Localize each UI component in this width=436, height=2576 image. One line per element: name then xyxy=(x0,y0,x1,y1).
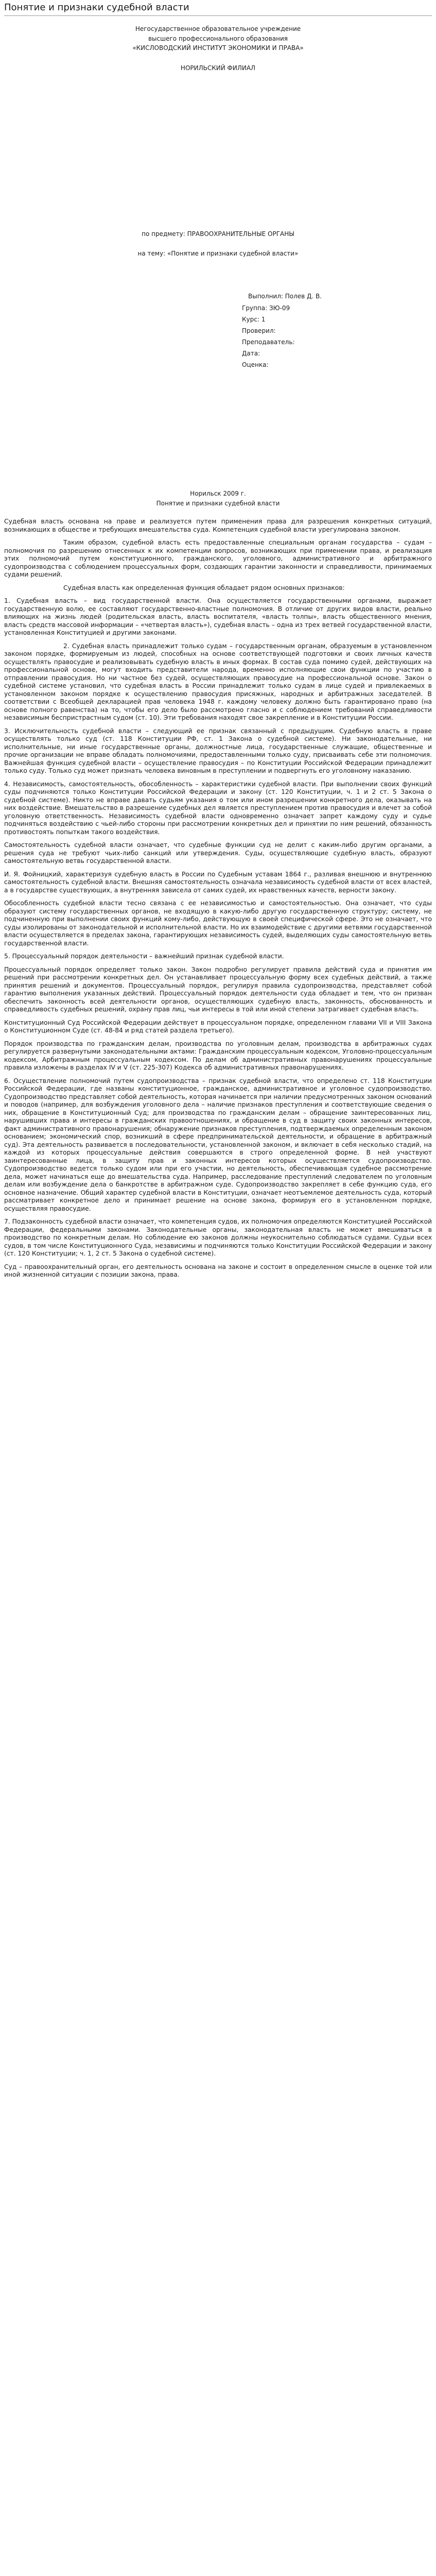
body-paragraph: 6. Осуществление полномочий путем судопроизводства – признак судебной власти, что определено ст. 118 Конституции Российской Федерации, где названы конституционное, гражданское, административное и уголовное судопроизводство. Судопроизводство представляет собой деятельность, которая начинается при наличии предусмотренных законом оснований и поводов (например, для возбуждения уголовного дела – наличие признаков преступления и соответствующие сведения о них, обращение в Конституционный Суд; для производства по гражданским делам – обращение заинтересованных лиц, нарушивших права и интересы в гражданских правоотношениях, и обращение в суд в защиту своих законных интересов, факт административного правонарушения; обнаружение признаков преступления, подтверждаемых определенным законом основанием; экономический спор, возникший в сфере предпринимательской деятельности, и обращение в арбитражный суд). Эта деятельность развивается в последовательности, установленной законом, и включает в себя несколько стадий, на каждой из которых процессуальные действия совершаются в строго определенной форме. В ней участвуют заинтересованные лица, в защиту прав и законных интересов которых осуществляется судопроизводство. Судопроизводство ведется только судом или при его участии, но деятельность, обеспечивающая судебное рассмотрение дела, может начинаться еще до вмешательства суда. Например, расследование преступлений следователем по уголовным делам или возбуждение дела о банкротстве в арбитражном суде. Судопроизводство закрепляет в себе функцию суда, его основное назначение. Общий характер судебной власти в Конституции, означает неотъемлемое деятельность суда, который рассматривает конкретное дело и принимает решение на основе закона, формируя его в установленном порядке, осуществляя правосудие. xyxy=(4,1077,432,1212)
course-field: Курс: 1 xyxy=(242,316,266,323)
body-paragraph: Конституционный Суд Российской Федерации действует в процессуальном порядке, определенном главами VII и VIII Закона о Конституционном Суде (ст. 48-84 и ряд статей раздела третьего). xyxy=(4,1019,432,1034)
title-divider xyxy=(4,15,432,16)
body-paragraph: Суд – правоохранительный орган, его деятельность основана на законе и состоит в определенном смысле в оценке той или иной жизненной ситуации с позиции закона, права. xyxy=(4,1263,432,1278)
body-paragraph: 4. Независимость, самостоятельность, обособленность – характеристики судебной власти. При выполнении своих функций суды подчиняются только Конституции Российской Федерации и закону (ст. 120 Конституции, ч. 1 и 2 ст. 5 Закона о судебной системе). Никто не вправе давать судьям указания о том или ином разрешении конкретного дела, оказывать на них воздействие. Вмешательство в разрешение судебных дел является преступлением против правосудия и влечет за собой уголовную ответственность. Независимость судебной власти одновременно означает запрет каждому суду и судье подчиняться воздействию с чьей-либо стороны при рассмотрении конкретных дел и принятии по ним решений, обязанность противостоять попыткам такого воздействия. xyxy=(4,780,432,836)
body-paragraph: Процессуальный порядок определяет только закон. Закон подробно регулирует правила действий суда и принятия им решений при рассмотрении конкретных дел. Он устанавливает процессуальную форму всех судебных действий, а также принятия решений и документов. Процессуальный порядок, регулируя правила судопроизводства, представляет собой гарантию выполнения указанных действий. Процессуальный порядок деятельности суда обладает и тем, что он призван обеспечить законность всей деятельности органов, осуществляющих судебную власть, законность, обоснованность и справедливость судебных решений, охрану прав лиц, чьи интересы в той или иной степени затрагивает судебная власть. xyxy=(4,965,432,1013)
author-field: Выполнил: Полев Д. В. xyxy=(248,293,322,300)
date-field: Дата: xyxy=(242,350,260,357)
body-paragraph: Самостоятельность судебной власти означает, что судебные функции суд не делит с каким-либо другим органами, а решения суда не требуют чьих-либо санкций или утверждения. Суды, осуществляющие судебную власть, образуют самостоятельную ветвь государственной власти. xyxy=(4,841,432,865)
body-paragraph: Судебная власть как определенная функция обладает рядом основных признаков: xyxy=(63,584,345,591)
institution-line-3: «КИСЛОВОДСКИЙ ИНСТИТУТ ЭКОНОМИКИ И ПРАВА» xyxy=(132,44,304,52)
body-paragraph: Порядок производства по гражданским делам, производства по уголовным делам, производства в арбитражных судах регулируется развернутыми законодательными актами: Гражданским процессуальным кодексом, Уголовно-процессуальным кодексом, Арбитражным процессуальным кодексом. По делам об административных правонарушениях процессуальные правила изложены в разделах IV и V (ст. 225-307) Кодекса об административных правонарушениях. xyxy=(4,1040,432,1071)
grade-field: Оценка: xyxy=(242,361,269,368)
branch-name: НОРИЛЬСКИЙ ФИЛИАЛ xyxy=(180,64,256,72)
city-year: Норильск 2009 г. xyxy=(190,490,246,497)
body-paragraph: 3. Исключительность судебной власти – следующий ее признак связанный с предыдущим. Судебную власть в праве осуществлять только суд (ст. 118 Конституции РФ, ст. 1 Закона о судебной системе). Ни законодательные, ни исполнительные, ни иные государственные органы, должностные лица, государственные служащие, общественные и прочие организации не вправе обладать полномочиями, предоставленными только суду, присваивать себе эти полномочия. Важнейшая функция судебной власти – осуществление правосудия – по Конституции Российской Федерации принадлежит только суду. Только суд может признать человека виновным в преступлении и подвергнуть его уголовному наказанию. xyxy=(4,727,432,774)
document-title: Понятие и признаки судебной власти xyxy=(4,2,189,13)
group-field: Группа: ЗЮ-09 xyxy=(242,304,290,312)
institution-line-2: высшего профессионального образования xyxy=(148,35,288,42)
essay-heading: Понятие и признаки судебной власти xyxy=(156,500,280,507)
body-paragraph: 2. Судебная власть принадлежит только судам – государственным органам, образуемым в установленном законом порядке, формируемым из людей, способных на основе соответствующей подготовки и своих личных качеств осуществлять правосудие и реализовывать судебную власть в иных формах. В состав суда помимо судей, действующих на профессиональной основе, могут входить представители народа, временно исполняющие свои функции по участию в отправлении правосудия. Но ни частное без судей, осуществляющих правосудие на профессиональной основе. Закон о судебной системе установил, что судебная власть в России принадлежит только судам в лице судей и привлекаемых в установленном законом порядке к осуществлению правосудия присяжных, народных и арбитражных заседателей. В соответствии с Всеобщей декларацией прав человека 1948 г. каждому человеку должно быть гарантировано право (на основе полного равенства) на то, чтобы его дело было рассмотрено гласно и с соблюдением требований справедливости независимым беспристрастным судом (ст. 10). Эти требования находят свое закрепление и в Конституции России. xyxy=(4,642,432,721)
checked-by-field: Проверил: xyxy=(242,327,276,334)
document-body xyxy=(4,518,432,1284)
body-paragraph: 5. Процессуальный порядок деятельности – важнейший признак судебной власти. xyxy=(4,953,284,960)
body-paragraph: 1. Судебная власть – вид государственной власти. Она осуществляется государственными органами, выражает государственную волю, ее составляют государственно-властные полномочия. В отличие от других видов власти, реально влияющих на жизнь людей (родительская власть, власть воспитателя, «власть толпы», власть общественного мнения, власть средств массовой информации – «четвертая власть»), судебная власть – одна из трех ветвей государственной власти, установленная Конституцией и другими законами. xyxy=(4,597,432,636)
body-paragraph: Таким образом, судебной власть есть предоставленные специальным органам государства – судам – полномочия по разрешению отнесенных к их компетенции вопросов, возникающих при применении права, и реализация этих полномочий путем конституционного, гражданского, уголовного, административного и арбитражного судопроизводства с соблюдением процессуальных форм, создающих гарантии законности и справедливости, принимаемых судами решений. xyxy=(4,539,432,578)
body-paragraph: 7. Подзаконность судебной власти означает, что компетенция судов, их полномочия определяются Конституцией Российской Федерации, федеральными законами. Законодательные органы, законодательная власть не может вмешиваться в производство по конкретным делам. Но соблюдение ею законов должны неукоснительно соблюдаться судами. Судьи всех судов, в том числе Конституционного Суда, независимы и подчиняются только Конституции Российской Федерации и закону (ст. 120 Конституции; ч. 1, 2 ст. 5 Закона о судебной системе). xyxy=(4,1218,432,1257)
institution-line-1: Негосударственное образовательное учреждение xyxy=(135,25,301,32)
subject-line: по предмету: ПРАВООХРАНИТЕЛЬНЫЕ ОРГАНЫ xyxy=(142,230,294,238)
teacher-field: Преподаватель: xyxy=(242,338,295,346)
topic-line: на тему: «Понятие и признаки судебной власти» xyxy=(137,250,299,257)
body-paragraph: И. Я. Фойницкий, характеризуя судебную власть в России по Судебным уставам 1864 г., разливая внешнюю и внутреннюю самостоятельность судебной власти. Внешняя самостоятельность означала независимость судебной власти от всех властей, а в государстве существующих, а внутренняя зависела от самих судей, их нравственных качеств, верности закону. xyxy=(4,870,432,894)
body-paragraph: Судебная власть основана на праве и реализуется путем применения права для разрешения конкретных ситуаций, возникающих в обществе и требующих вмешательства суда. Компетенция судебной власти урегулирована законом. xyxy=(4,518,432,533)
body-paragraph: Обособленность судебной власти тесно связана с ее независимостью и самостоятельностью. Она означает, что суды образуют систему государственных органов, не входящую в какую-либо другую государственную структуру; систему, не подчиненную при выполнении своих функций кому-либо, действующую в своей специфической сфере. Это не означает, что суды изолированы от законодательной и исполнительной власти. Но их взаимодействие с другими ветвями государственной власти осуществляется в пределах закона, гарантирующих независимость судей, выделяющих суды самостоятельную ветвь государственной власти. xyxy=(4,900,432,947)
